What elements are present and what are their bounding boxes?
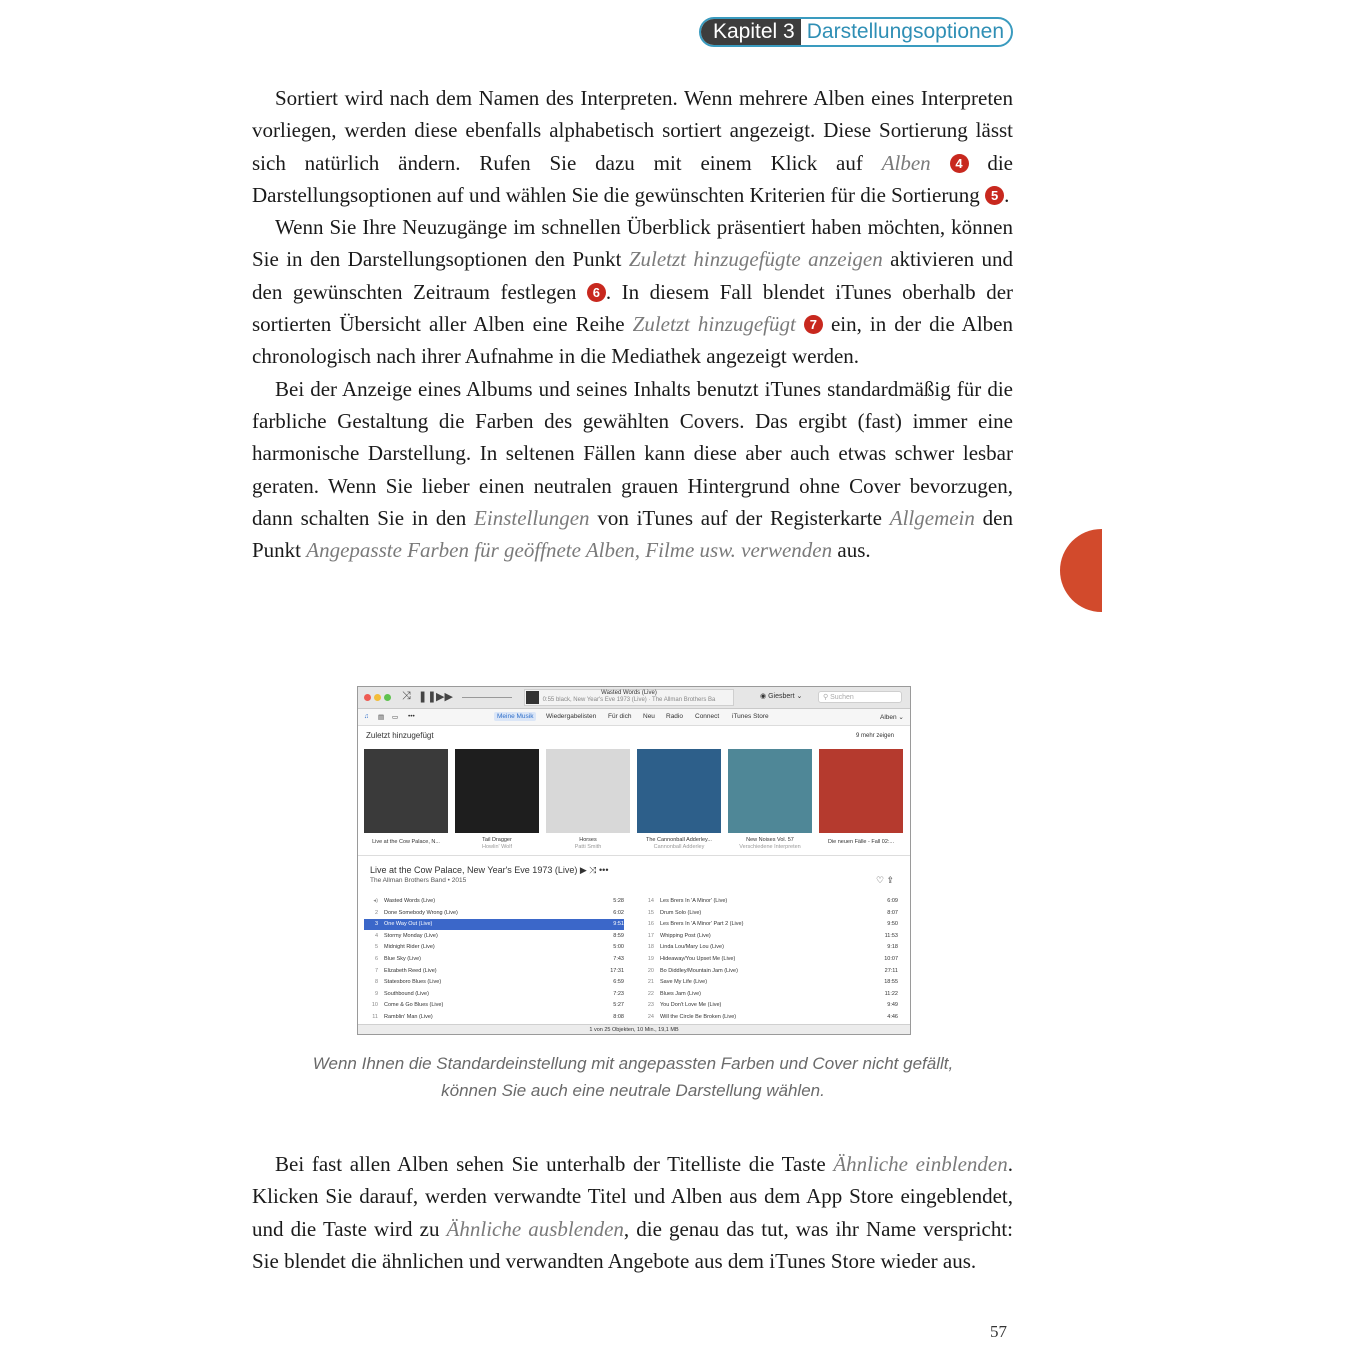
track-row: [640, 1012, 898, 1023]
track-title: Les Brers In 'A Minor' (Live): [660, 898, 728, 904]
callout-number: 4: [950, 154, 969, 173]
paragraph: Bei fast allen Alben sehen Sie unterhalb der Titelliste die Taste Ähnliche einblenden. Klicken Sie darauf, werden verwandte Titel und Alben aus dem App Store eingeblendet, und die Taste wird zu Ähnliche ausblenden, die genau das tut, was ihr Name verspricht: Sie blendet die ähnlichen und verwandten Angebote aus dem iTunes Store wieder aus.: [252, 1152, 1013, 1273]
track-duration: 9:51: [613, 921, 624, 928]
tab-connect: Connect: [695, 713, 720, 720]
track-title: Wasted Words (Live): [384, 898, 436, 904]
figure-caption: Wenn Ihnen die Standardeinstellung mit angepassten Farben und Cover nicht gefällt, können Sie auch eine neutrale Darstellung wählen.: [312, 1054, 954, 1100]
track-duration: 9:50: [887, 921, 898, 928]
track-number: 9: [374, 990, 378, 997]
track-title: You Don't Love Me (Live): [660, 1002, 722, 1009]
track-row: [640, 931, 898, 942]
pause-icon: ❚❚: [418, 691, 437, 703]
paragraph: Bei der Anzeige eines Albums und seines Inhalts benutzt iTunes standardmäßig für die farbliche Gestaltung die Farben des gewählten Covers. Das ergibt (fast) immer eine harmonische Darstellung. In seltenen Fällen kann diese aber auch etwas schwer lesbar geraten. Wenn Sie lieber einen neutralen grauen Hintergrund ohne Cover bevorzugen, dann schalten Sie in den Einstellungen von iTunes auf der Registerkarte Allgemein den Punkt Angepasste Farben für geöffnete Alben, Filme usw. verwenden aus.: [252, 376, 1013, 563]
page-number: 57: [990, 1322, 1007, 1341]
paragraph: Sortiert wird nach dem Namen des Interpreten. Wenn mehrere Alben eines Interpreten vorliegen, werden diese ebenfalls alphabetisch sortiert angezeigt. Diese Sortierung lässt sich natürlich ändern. Rufen Sie dazu mit einem Klick auf Alben 4 die Darstellungsoptionen auf und wählen Sie die gewünschten Kriterien für die Sortierung 5 .: [252, 86, 1013, 207]
chapter-title: Darstellungsoptionen: [806, 20, 1005, 43]
status-bar: 1 von 25 Objekten, 10 Min., 19,1 MB: [358, 1024, 910, 1035]
track-duration: 6:02: [613, 909, 624, 916]
tab-meine-musik: Meine Musik: [494, 712, 536, 721]
heart-icon: ♡ ⇪: [876, 875, 895, 885]
speaker-icon: ◂): [373, 898, 378, 904]
track-duration: 6:59: [613, 979, 624, 986]
track-title: Linda Lou/Mary Lou (Live): [660, 944, 724, 951]
album-artist: Howlin' Wolf: [482, 844, 512, 850]
track-number: 8: [374, 979, 378, 986]
album-title: Horses: [579, 837, 597, 843]
play-icon: ▶: [579, 865, 587, 875]
tab-fuer-dich: Für dich: [608, 713, 632, 720]
track-title: Save My Life (Live): [660, 979, 708, 986]
more-icon: •••: [599, 865, 609, 875]
track-title: Ramblin' Man (Live): [384, 1014, 433, 1020]
body-text-bottom: [252, 1148, 1013, 1277]
recent-section-title: Zuletzt hinzugefügt: [366, 731, 434, 740]
album-title: Die neuen Fälle - Fall 02:...: [827, 839, 895, 845]
chapter-label: Kapitel 3: [701, 19, 801, 45]
track-duration: 11:53: [884, 932, 898, 939]
more-icon: •••: [408, 713, 415, 720]
track-duration: 5:28: [613, 898, 624, 904]
track-row: [640, 919, 898, 930]
forward-icon: ▶▶: [436, 691, 453, 703]
track-row: [364, 966, 624, 977]
track-number: 15: [647, 909, 654, 916]
track-duration: 5:00: [613, 944, 624, 951]
track-number: 3: [374, 921, 378, 928]
shuffle-icon: ⤨: [589, 865, 597, 875]
track-duration: 8:08: [613, 1014, 624, 1020]
track-row: [640, 1000, 898, 1011]
track-title: Whipping Post (Live): [660, 932, 711, 939]
tab-wiedergabelisten: Wiedergabelisten: [546, 713, 597, 720]
now-playing-art: [526, 691, 539, 704]
track-number: 5: [374, 944, 378, 951]
tv-icon: ▭: [392, 714, 399, 721]
track-row: [364, 1012, 624, 1023]
chapter-header: [699, 17, 1013, 47]
track-number: 14: [647, 898, 654, 904]
album-cover: [364, 749, 448, 833]
track-number: 2: [374, 909, 378, 916]
track-row: [364, 989, 624, 1000]
tab-radio: Radio: [666, 713, 683, 720]
album-title: Tail Dragger: [482, 837, 512, 843]
track-title: Midnight Rider (Live): [384, 944, 435, 951]
body-text-top: [252, 82, 1013, 566]
album-title: Live at the Cow Palace, N...: [372, 839, 440, 845]
track-title: Les Brers In 'A Minor' Part 2 (Live): [660, 921, 744, 928]
track-row: [640, 896, 898, 907]
track-title: Statesboro Blues (Live): [384, 979, 442, 986]
track-duration: 7:43: [613, 956, 624, 962]
shuffle-icon: ⤨: [402, 690, 411, 702]
zoom-icon: [384, 694, 391, 701]
track-number: 24: [647, 1014, 654, 1020]
account-menu: ◉ Giesbert ⌄: [760, 693, 803, 700]
tab-neu: Neu: [643, 713, 655, 720]
track-duration: 9:49: [887, 1002, 898, 1009]
track-duration: 9:18: [887, 944, 898, 951]
track-title: Elizabeth Reed (Live): [384, 967, 437, 974]
paragraph: Wenn Sie Ihre Neuzugänge im schnellen Überblick präsentiert haben möchten, können Sie in den Darstellungsoptionen den Punkt Zuletzt hinzugefügte anzeigen aktivieren und den gewünschten Zeitraum festlegen 6 . In diesem Fall blendet iTunes oberhalb der sortierten Übersicht aller Alben eine Reihe Zuletzt hinzugefügt 7 ein, in der die Alben chronologisch nach ihrer Aufnahme in die Mediathek angezeigt werden.: [252, 215, 1014, 369]
album-cover: [546, 749, 630, 833]
track-title: Blue Sky (Live): [384, 956, 421, 962]
track-number: 21: [647, 979, 654, 986]
volume-slider: [462, 697, 512, 698]
track-duration: 10:07: [884, 956, 898, 962]
track-duration: 6:09: [887, 898, 898, 904]
open-album-artist: The Allman Brothers Band • 2015: [370, 877, 467, 884]
music-note-icon: ♫: [364, 713, 369, 720]
track-number: 22: [647, 990, 654, 997]
track-number: 18: [647, 944, 654, 951]
track-number: 11: [372, 1014, 378, 1020]
track-title: Will the Circle Be Broken (Live): [660, 1014, 737, 1020]
track-duration: 18:55: [884, 979, 898, 986]
track-row: [640, 989, 898, 1000]
album-artist: Patti Smith: [574, 844, 602, 850]
track-number: 10: [371, 1002, 378, 1009]
navigation-bar: [358, 709, 910, 726]
album-cover: [819, 749, 903, 833]
callout-number: 5: [985, 186, 1004, 205]
track-row: [364, 919, 624, 930]
track-title: Drum Solo (Live): [660, 909, 702, 916]
track-row: [364, 908, 624, 919]
track-row: [364, 931, 624, 942]
tab-itunes-store: iTunes Store: [732, 713, 769, 720]
track-number: 7: [374, 967, 378, 974]
track-duration: 5:27: [613, 1002, 624, 1009]
album-cover: [455, 749, 539, 833]
callout-number: 6: [587, 283, 606, 302]
track-title: Stormy Monday (Live): [384, 932, 438, 939]
track-duration: 8:07: [887, 909, 898, 916]
track-number: 20: [647, 967, 654, 974]
callout-number: 7: [804, 315, 823, 334]
minimize-icon: [374, 694, 381, 701]
track-row: [364, 942, 624, 953]
album-artist: Cannonball Adderley: [653, 844, 705, 850]
track-row: [640, 966, 898, 977]
track-title: One Way Out (Live): [384, 921, 433, 928]
track-title: Southbound (Live): [384, 990, 429, 997]
track-duration: 7:23: [613, 990, 624, 997]
track-duration: 8:59: [613, 932, 624, 939]
track-row: [640, 954, 898, 965]
thumb-index-tab: [1060, 529, 1102, 612]
track-number: 6: [374, 956, 378, 962]
track-number: 19: [647, 956, 654, 962]
track-row: [640, 942, 898, 953]
open-album-title: Live at the Cow Palace, New Year's Eve 1973 (Live) ▶ ⤨ •••: [370, 865, 609, 875]
view-menu: Alben ⌄: [880, 714, 904, 721]
track-row: [364, 954, 624, 965]
now-playing-subtitle: 0:55 black, New Year's Eve 1973 (Live) · The Allman Brothers Ba: [542, 697, 716, 703]
track-row: [364, 977, 624, 988]
album-artist: Verschiedene Interpreten: [739, 844, 801, 850]
track-duration: 27:11: [884, 967, 898, 974]
album-title: The Cannonball Adderley...: [646, 837, 712, 843]
search-input: ⚲ Suchen: [818, 691, 902, 703]
titlebar: [358, 687, 910, 709]
track-title: Hideaway/You Upset Me (Live): [660, 956, 736, 962]
track-number: 23: [647, 1002, 654, 1009]
album-cover: [728, 749, 812, 833]
album-cover: [637, 749, 721, 833]
show-more-link: 9 mehr zeigen: [856, 733, 895, 739]
film-icon: ▤: [378, 714, 385, 721]
track-title: Blues Jam (Live): [660, 990, 701, 997]
track-number: 16: [647, 921, 654, 928]
itunes-screenshot: [357, 686, 911, 1035]
track-row: [364, 1000, 624, 1011]
now-playing-title: Wasted Words (Live): [601, 690, 657, 696]
album-title: New Noises Vol. 57: [746, 837, 794, 843]
track-number: 4: [374, 932, 378, 939]
track-title: Done Somebody Wrong (Live): [384, 909, 458, 916]
track-row: [364, 896, 624, 907]
track-duration: 4:46: [887, 1014, 898, 1020]
track-row: [640, 908, 898, 919]
track-title: Come & Go Blues (Live): [384, 1002, 444, 1009]
track-row: [640, 977, 898, 988]
track-duration: 17:31: [610, 967, 624, 974]
track-number: 17: [647, 932, 654, 939]
track-title: Bo Diddley/Mountain Jam (Live): [660, 967, 738, 974]
close-icon: [364, 694, 371, 701]
now-playing-display: [524, 689, 734, 706]
track-duration: 11:22: [884, 990, 898, 997]
